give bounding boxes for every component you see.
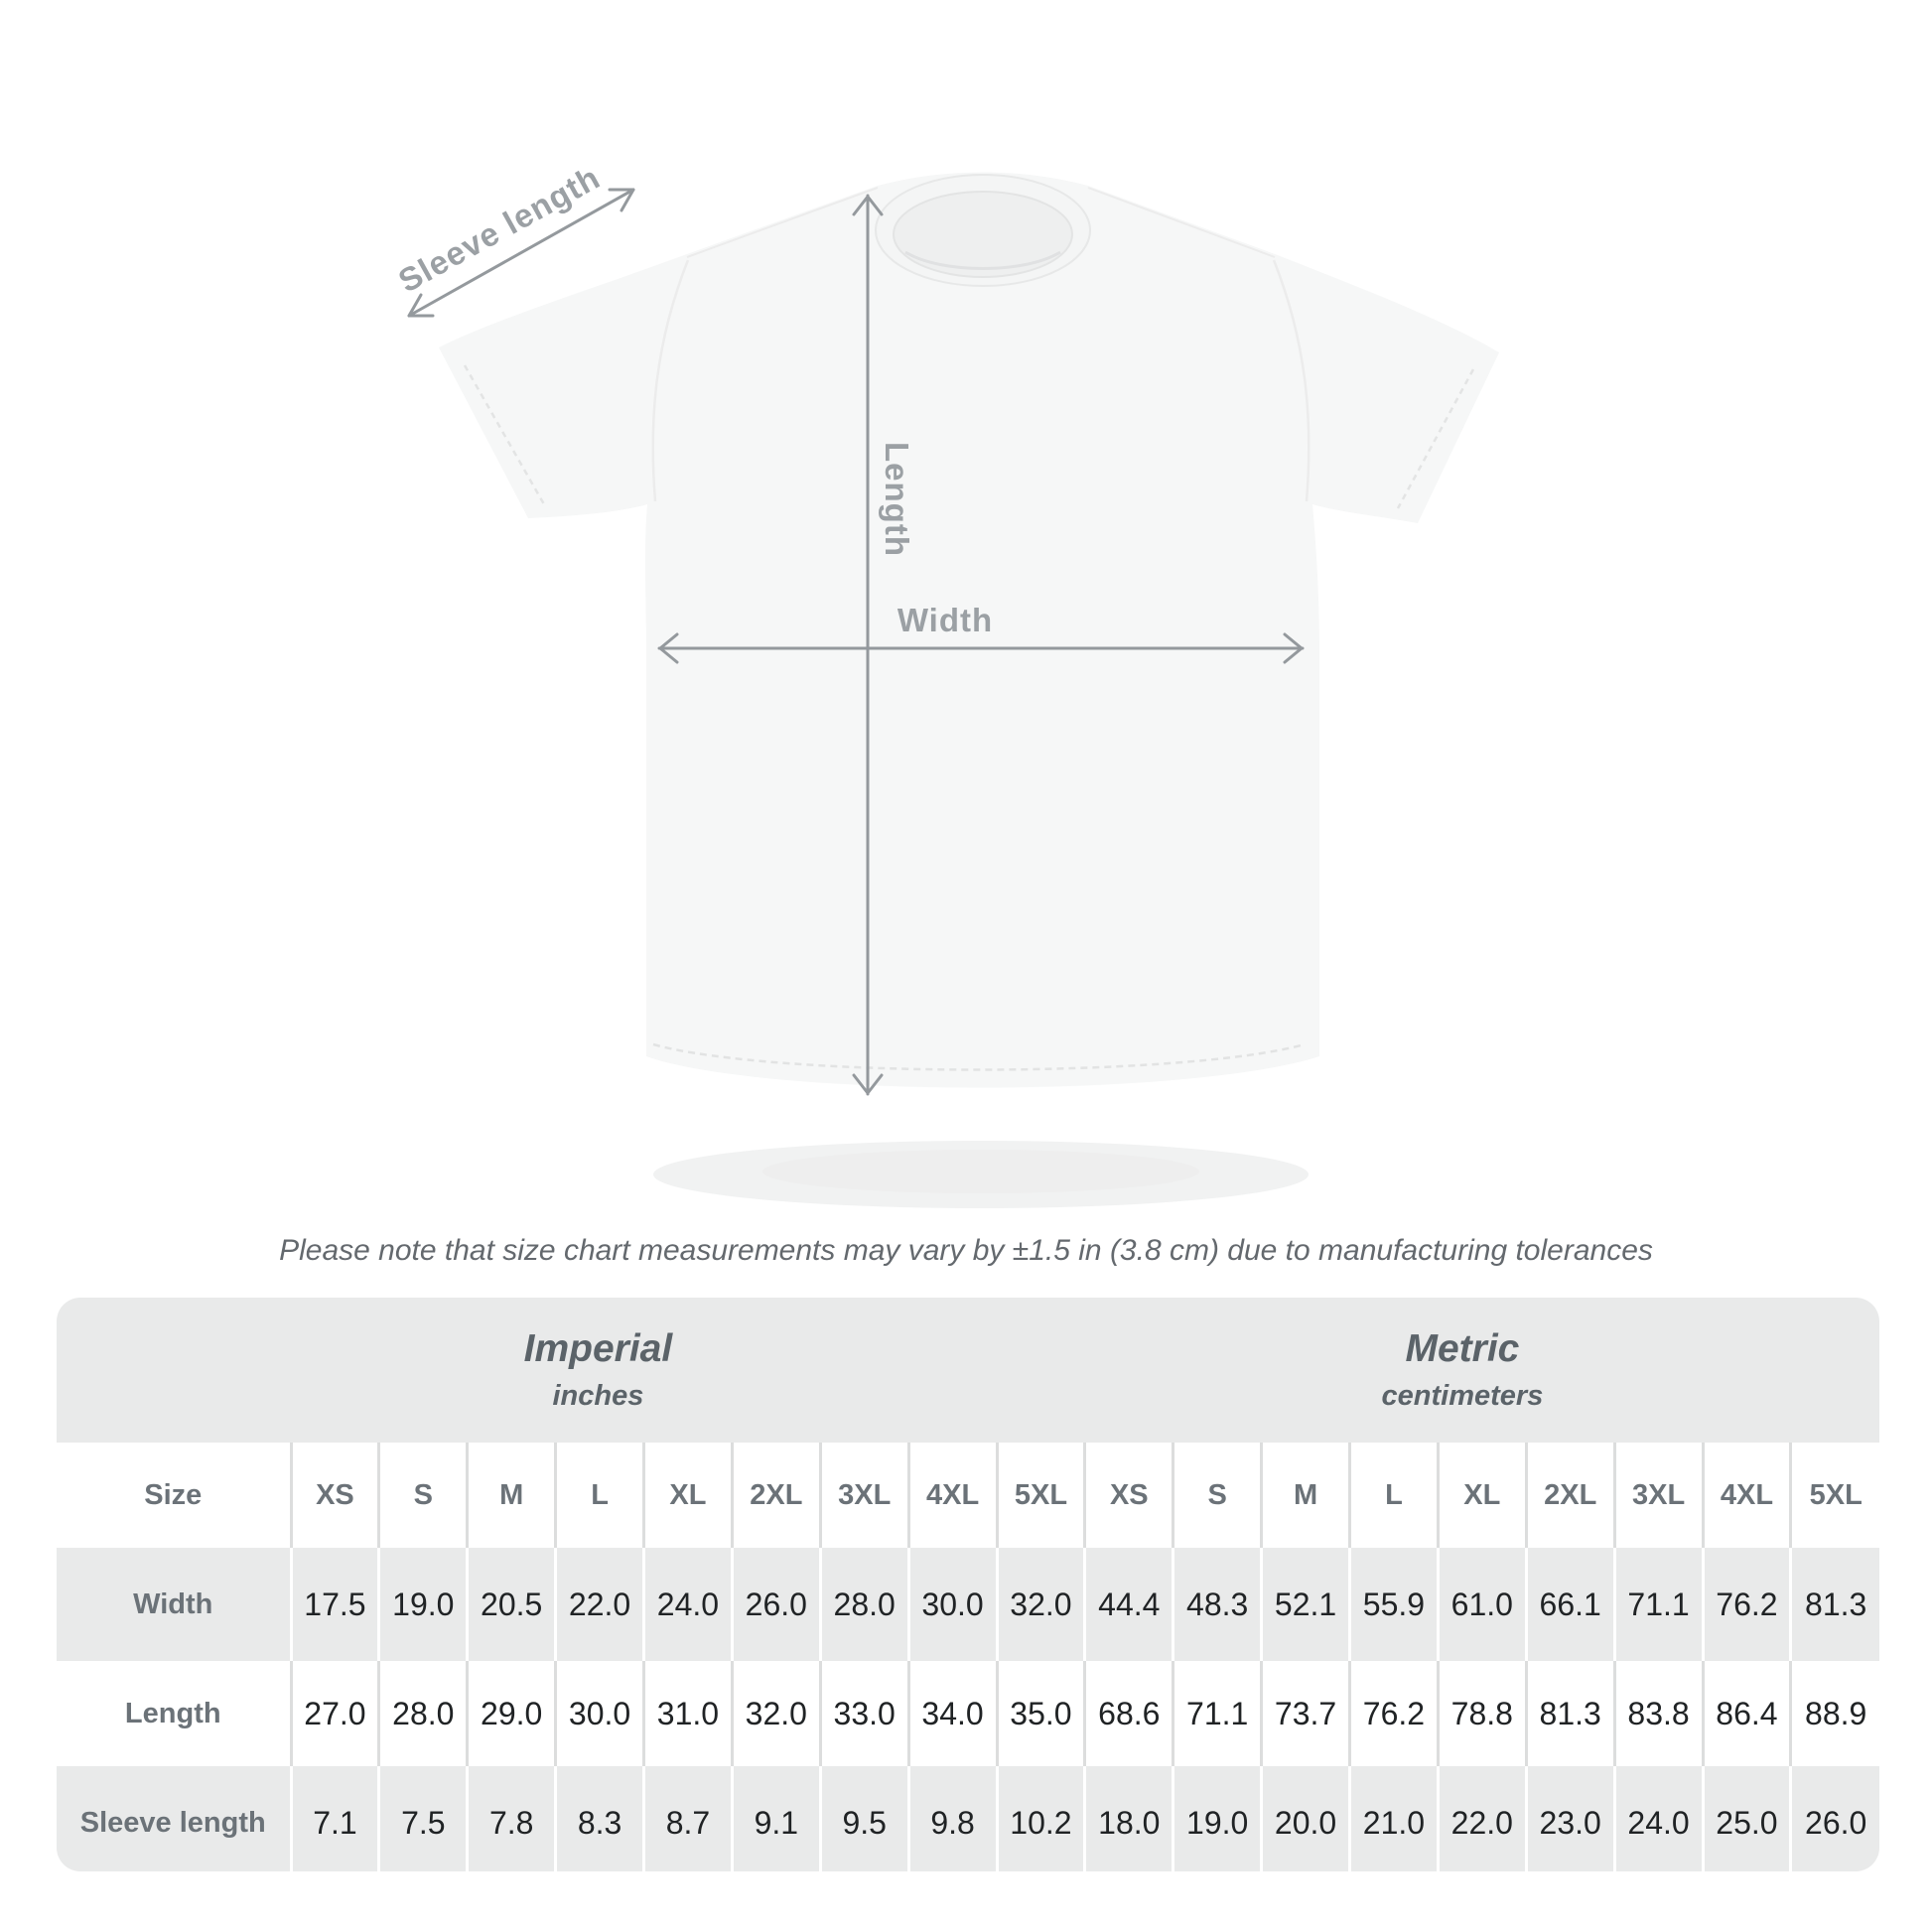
table-cell: 20.0 [1262,1766,1350,1871]
table-cell: 73.7 [1262,1661,1350,1766]
size-header: XL [644,1443,733,1548]
length-label: Length [879,442,915,557]
table-cell: 27.0 [291,1661,379,1766]
table-cell: 7.8 [468,1766,556,1871]
table-cell: 24.0 [1614,1766,1703,1871]
size-header: M [1262,1443,1350,1548]
table-cell: 7.5 [379,1766,468,1871]
table-cell: 10.2 [997,1766,1085,1871]
size-header: M [468,1443,556,1548]
table-cell: 25.0 [1703,1766,1791,1871]
table-cell: 88.9 [1791,1661,1879,1766]
table-cell: 23.0 [1526,1766,1614,1871]
table-cell: 86.4 [1703,1661,1791,1766]
table-cell: 32.0 [997,1548,1085,1661]
table-cell: 81.3 [1791,1548,1879,1661]
table-cell: 81.3 [1526,1661,1614,1766]
table-cell: 55.9 [1350,1548,1439,1661]
table-cell: 33.0 [820,1661,908,1766]
table-cell: 76.2 [1350,1661,1439,1766]
size-header: 3XL [820,1443,908,1548]
size-header: 4XL [1703,1443,1791,1548]
size-header: L [556,1443,644,1548]
table-cell: 17.5 [291,1548,379,1661]
size-chart-table [57,1298,1879,1871]
table-cell: 8.3 [556,1766,644,1871]
table-cell: 35.0 [997,1661,1085,1766]
row-label-width: Width [133,1587,213,1620]
table-cell: 71.1 [1173,1661,1262,1766]
sleeve-length-label: Sleeve length [392,158,607,300]
table-cell: 29.0 [468,1661,556,1766]
table-cell: 9.5 [820,1766,908,1871]
size-header: 4XL [908,1443,997,1548]
size-header: 2XL [732,1443,820,1548]
table-cell: 32.0 [732,1661,820,1766]
width-row [57,1548,1879,1661]
table-cell: 9.8 [908,1766,997,1871]
size-header: XS [291,1443,379,1548]
table-cell: 28.0 [379,1661,468,1766]
table-cell: 76.2 [1703,1548,1791,1661]
metric-unit-label: centimeters [1381,1380,1544,1412]
table-cell: 26.0 [732,1548,820,1661]
table-cell: 28.0 [820,1548,908,1661]
tolerance-note: Please note that size chart measurements may vary by ±1.5 in (3.8 cm) due to manufacturing tolerances [279,1234,1653,1267]
table-cell: 66.1 [1526,1548,1614,1661]
table-cell: 26.0 [1791,1766,1879,1871]
metric-header [1085,1298,1879,1443]
size-header: L [1350,1443,1439,1548]
table-cell: 19.0 [379,1548,468,1661]
length-row [57,1661,1879,1766]
table-cell: 78.8 [1438,1661,1526,1766]
table-cell: 71.1 [1614,1548,1703,1661]
size-header: XS [1085,1443,1173,1548]
row-label-sleeve-length: Sleeve length [79,1806,266,1839]
table-cell: 30.0 [908,1548,997,1661]
size-header: 5XL [997,1443,1085,1548]
table-cell: 22.0 [1438,1766,1526,1871]
table-cell: 19.0 [1173,1766,1262,1871]
width-label: Width [897,602,994,638]
size-corner-header: Size [144,1478,203,1511]
imperial-unit-label: inches [552,1380,644,1412]
table-cell: 18.0 [1085,1766,1173,1871]
size-header: 2XL [1526,1443,1614,1548]
sleeve-length-row [57,1766,1879,1871]
table-cell: 48.3 [1173,1548,1262,1661]
table-cell: 44.4 [1085,1548,1173,1661]
table-cell: 83.8 [1614,1661,1703,1766]
metric-label: Metric [1405,1327,1520,1370]
collar-opening [894,192,1072,277]
table-cell: 7.1 [291,1766,379,1871]
table-cell: 22.0 [556,1548,644,1661]
size-header: S [379,1443,468,1548]
size-header: S [1173,1443,1262,1548]
size-header: 3XL [1614,1443,1703,1548]
table-cell: 68.6 [1085,1661,1173,1766]
table-cell: 9.1 [732,1766,820,1871]
table-cell: 61.0 [1438,1548,1526,1661]
table-cell: 8.7 [644,1766,733,1871]
size-header-row [57,1443,1879,1548]
table-cell: 31.0 [644,1661,733,1766]
size-header: 5XL [1791,1443,1879,1548]
imperial-header [57,1298,1085,1443]
table-cell: 21.0 [1350,1766,1439,1871]
table-cell: 20.5 [468,1548,556,1661]
table-cell: 24.0 [644,1548,733,1661]
row-label-length: Length [124,1697,221,1729]
shirt-shadow-core [762,1150,1199,1193]
units-header-row [57,1298,1879,1443]
table-cell: 30.0 [556,1661,644,1766]
imperial-label: Imperial [523,1327,673,1370]
size-header: XL [1438,1443,1526,1548]
table-cell: 34.0 [908,1661,997,1766]
table-cell: 52.1 [1262,1548,1350,1661]
